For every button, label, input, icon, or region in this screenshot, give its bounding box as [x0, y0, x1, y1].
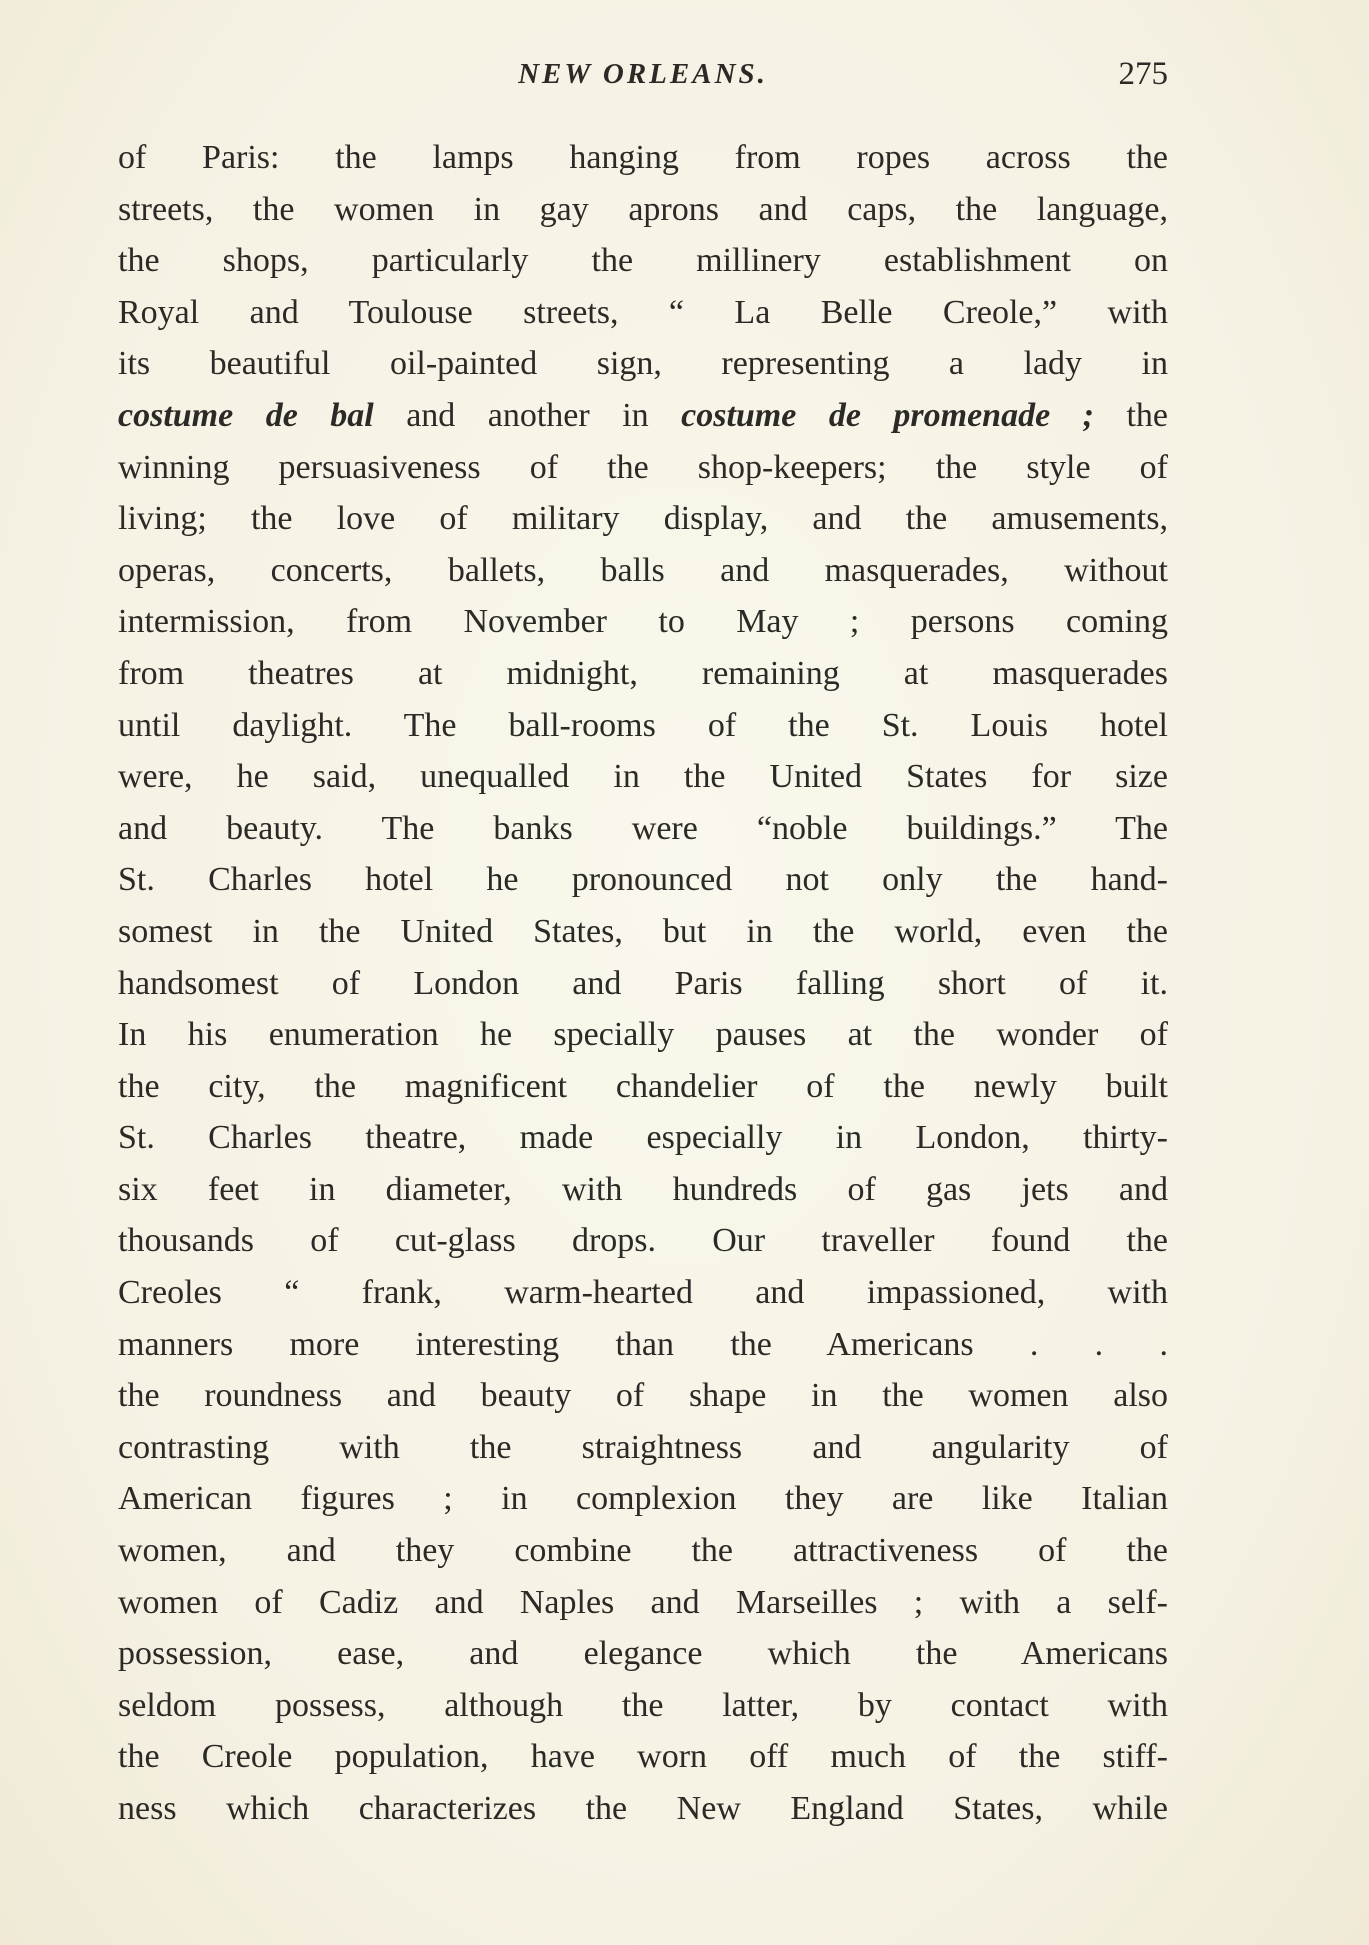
text-line [118, 1061, 1168, 1113]
text-segment: American figures ; in complexion they are like Italian [118, 1480, 1168, 1518]
italic-phrase: costume de bal [118, 396, 374, 434]
text-segment: thousands of cut-glass drops. Our traveller found the [118, 1222, 1168, 1260]
text-line [118, 287, 1168, 339]
text-line [118, 184, 1168, 236]
text-line [118, 1680, 1168, 1732]
text-segment: living; the love of military display, and the amusements, [118, 500, 1168, 538]
text-line [118, 1783, 1168, 1835]
text-segment: of Paris: the lamps hanging from ropes across the [118, 139, 1168, 176]
text-segment: and beauty. The banks were “noble buildings.” The [118, 809, 1168, 847]
text-segment: Creoles “ frank, warm-hearted and impassioned, with [118, 1274, 1168, 1312]
text-line [118, 751, 1168, 803]
running-head [118, 52, 1168, 96]
text-line [118, 958, 1168, 1010]
text-segment: were, he said, unequalled in the United States for size [118, 758, 1168, 796]
text-segment: Royal and Toulouse streets, “ La Belle Creole,” with [118, 293, 1168, 331]
text-segment: six feet in diameter, with hundreds of gas jets and [118, 1170, 1168, 1208]
text-line [118, 132, 1168, 184]
text-segment: women, and they combine the attractiveness of the [118, 1532, 1168, 1570]
text-line [118, 1525, 1168, 1577]
text-segment: ness which characterizes the New England States, while [118, 1790, 1168, 1827]
text-segment: from theatres at midnight, remaining at masquerades [118, 654, 1168, 692]
text-line [118, 648, 1168, 700]
text-segment: the Creole population, have worn off much of the stiff- [118, 1738, 1168, 1776]
text-segment: the [1093, 396, 1168, 434]
body-text [118, 132, 1168, 1835]
text-line [118, 1319, 1168, 1371]
text-segment: manners more interesting than the Americans . . . [118, 1325, 1168, 1363]
text-line [118, 1112, 1168, 1164]
text-segment: the shops, particularly the millinery establishment on [118, 242, 1168, 280]
text-segment: St. Charles hotel he pronounced not only the hand- [118, 861, 1168, 899]
text-segment: somest in the United States, but in the world, even the [118, 912, 1168, 950]
text-line [118, 493, 1168, 545]
text-line [118, 1731, 1168, 1783]
text-line [118, 1422, 1168, 1474]
running-title: NEW ORLEANS. [518, 58, 768, 90]
text-line [118, 700, 1168, 752]
text-line [118, 545, 1168, 597]
text-segment: the city, the magnificent chandelier of the newly built [118, 1067, 1168, 1105]
text-segment: and another in [373, 396, 682, 434]
text-line [118, 442, 1168, 494]
text-line [118, 1628, 1168, 1680]
text-line [118, 235, 1168, 287]
text-line [118, 1473, 1168, 1525]
text-line [118, 338, 1168, 390]
text-segment: operas, concerts, ballets, balls and masquerades, without [118, 551, 1168, 589]
text-line [118, 390, 1168, 442]
text-segment: handsomest of London and Paris falling short of it. [118, 964, 1168, 1002]
text-segment: intermission, from November to May ; persons coming [118, 603, 1168, 641]
text-line [118, 1215, 1168, 1267]
text-segment: St. Charles theatre, made especially in London, thirty- [118, 1119, 1168, 1157]
text-line [118, 1267, 1168, 1319]
text-segment: its beautiful oil-painted sign, representing a lady in [118, 345, 1168, 383]
text-segment: women of Cadiz and Naples and Marseilles ; with a self- [118, 1583, 1168, 1621]
text-segment: contrasting with the straightness and angularity of [118, 1428, 1168, 1466]
text-line [118, 906, 1168, 958]
text-segment: the roundness and beauty of shape in the women also [118, 1377, 1168, 1415]
text-line [118, 803, 1168, 855]
text-segment: In his enumeration he specially pauses at the wonder of [118, 1016, 1168, 1054]
text-line [118, 854, 1168, 906]
italic-phrase: costume de promenade ; [681, 396, 1094, 434]
text-line [118, 596, 1168, 648]
page-number: 275 [1118, 56, 1168, 92]
text-line [118, 1009, 1168, 1061]
text-line [118, 1370, 1168, 1422]
text-segment: seldom possess, although the latter, by contact with [118, 1686, 1168, 1724]
text-segment: winning persuasiveness of the shop-keepers; the style of [118, 448, 1168, 486]
text-line [118, 1577, 1168, 1629]
text-line [118, 1164, 1168, 1216]
text-segment: until daylight. The ball-rooms of the St. Louis hotel [118, 706, 1168, 744]
text-segment: streets, the women in gay aprons and caps, the language, [118, 190, 1168, 228]
text-segment: possession, ease, and elegance which the Americans [118, 1635, 1168, 1673]
